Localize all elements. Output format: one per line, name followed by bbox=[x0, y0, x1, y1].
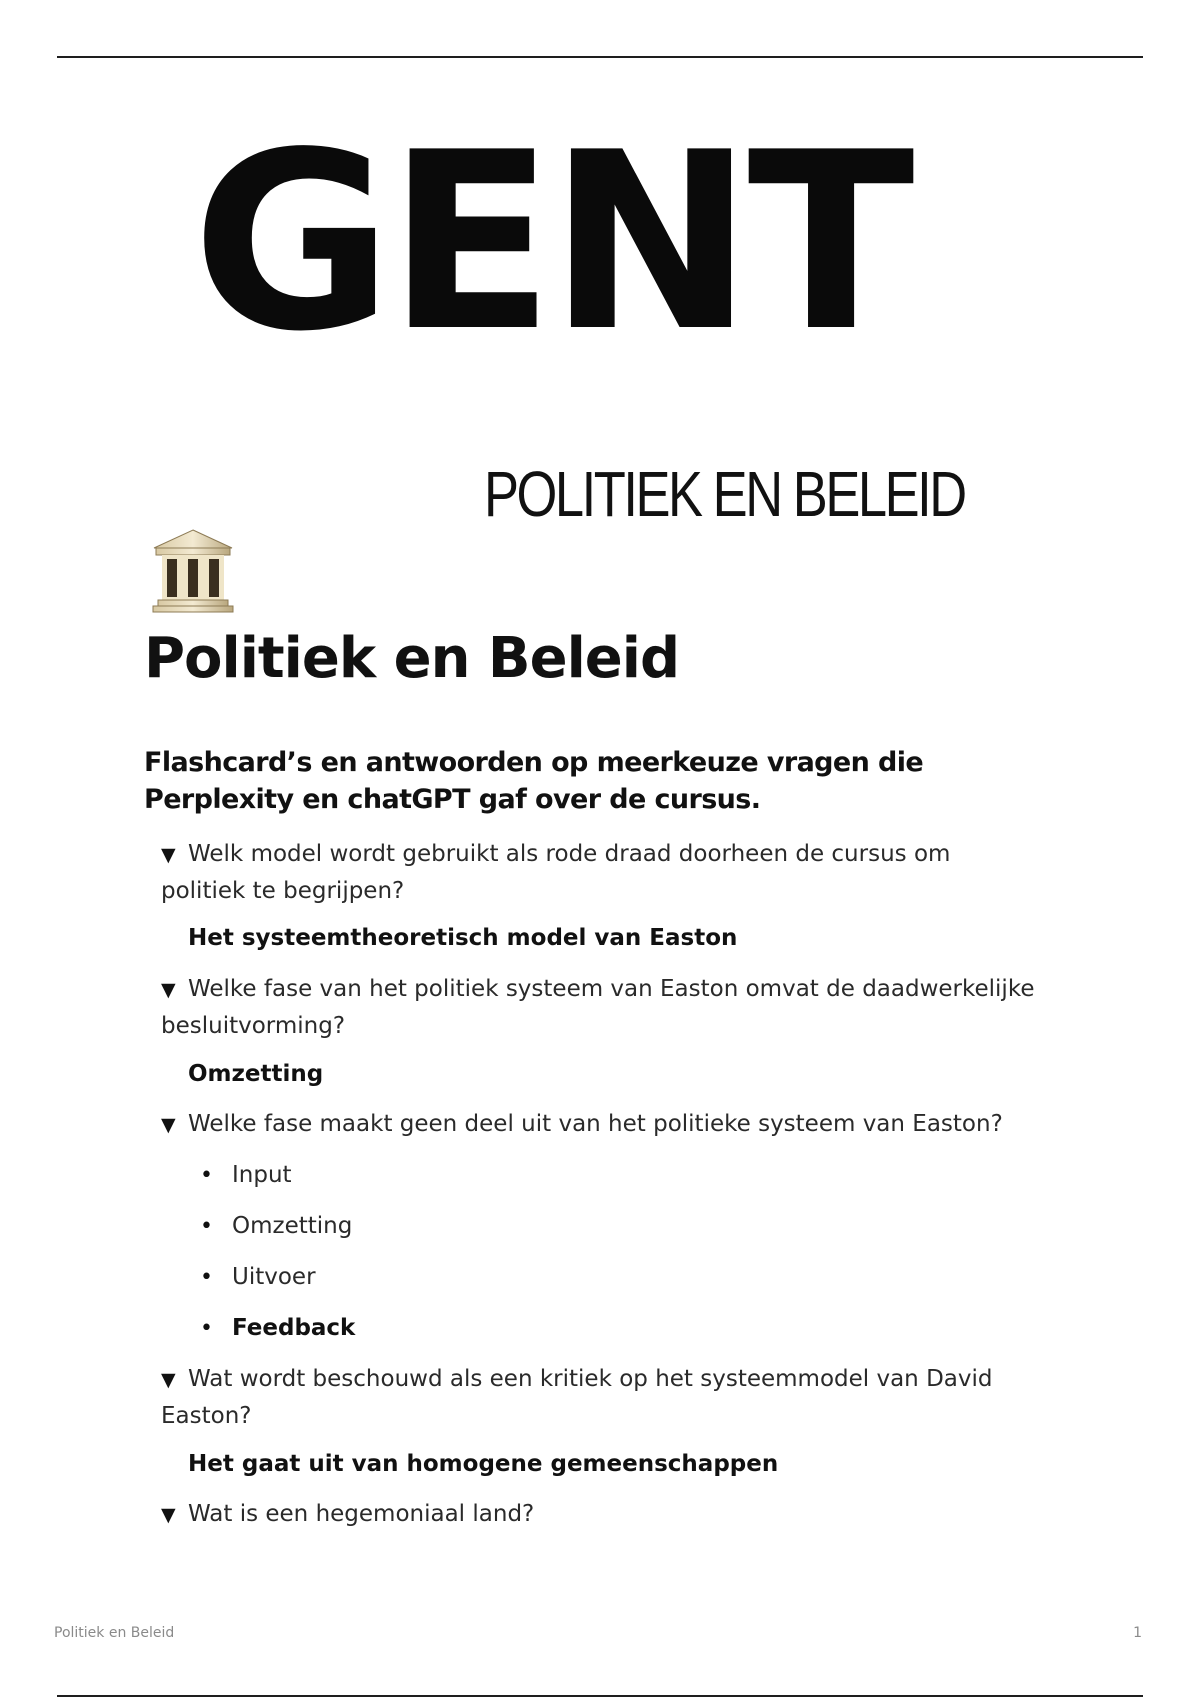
section-heading: Flashcard’s en antwoorden op meerkeuze vragen die Perplexity en chatGPT gaf over de cursus. bbox=[144, 747, 924, 815]
toggle-arrow-icon: ▼ bbox=[161, 844, 176, 866]
classical-building-icon bbox=[150, 528, 236, 614]
cover-subtitle: POLITIEK EN BELEID bbox=[484, 458, 965, 530]
toggle-question-3[interactable] bbox=[161, 1106, 1041, 1143]
option-item: • Omzetting bbox=[200, 1210, 352, 1243]
bottom-rule bbox=[57, 1695, 1143, 1697]
answer-text: Het gaat uit van homogene gemeenschappen bbox=[188, 1451, 779, 1477]
toggle-arrow-icon: ▼ bbox=[161, 1369, 176, 1391]
toggle-arrow-icon: ▼ bbox=[161, 1504, 176, 1526]
question-text: Welke fase van het politiek systeem van Easton omvat de daadwerkelijke besluitvorming? bbox=[161, 976, 1035, 1039]
answer-text: Omzetting bbox=[188, 1061, 324, 1087]
toggle-arrow-icon: ▼ bbox=[161, 979, 176, 1001]
toggle-question-4[interactable] bbox=[161, 1361, 1041, 1434]
page-title: Politiek en Beleid bbox=[144, 626, 680, 691]
answer-text: Het systeemtheoretisch model van Easton bbox=[188, 925, 738, 951]
cover-title: GENT bbox=[192, 100, 909, 385]
footer-doc-title: Politiek en Beleid bbox=[54, 1625, 175, 1641]
toggle-question-2[interactable] bbox=[161, 971, 1041, 1044]
toggle-question-1[interactable] bbox=[161, 836, 1041, 909]
bullet-dot-icon: • bbox=[200, 1163, 213, 1188]
toggle-arrow-icon: ▼ bbox=[161, 1114, 176, 1136]
bullet-dot-icon: • bbox=[200, 1316, 213, 1341]
question-text: Wat wordt beschouwd als een kritiek op het systeemmodel van David Easton? bbox=[161, 1366, 993, 1429]
footer-page-number: 1 bbox=[1133, 1625, 1142, 1641]
option-item: • Input bbox=[200, 1159, 292, 1192]
option-item: • Uitvoer bbox=[200, 1261, 316, 1294]
question-text: Welke fase maakt geen deel uit van het politieke systeem van Easton? bbox=[188, 1111, 1003, 1137]
option-item-correct: • Feedback bbox=[200, 1312, 355, 1345]
question-text: Welk model wordt gebruikt als rode draad doorheen de cursus om politiek te begrijpen? bbox=[161, 841, 951, 904]
bullet-dot-icon: • bbox=[200, 1265, 213, 1290]
top-rule bbox=[57, 56, 1143, 58]
question-text: Wat is een hegemoniaal land? bbox=[188, 1501, 535, 1527]
toggle-question-5[interactable] bbox=[161, 1496, 1041, 1533]
bullet-dot-icon: • bbox=[200, 1214, 213, 1239]
